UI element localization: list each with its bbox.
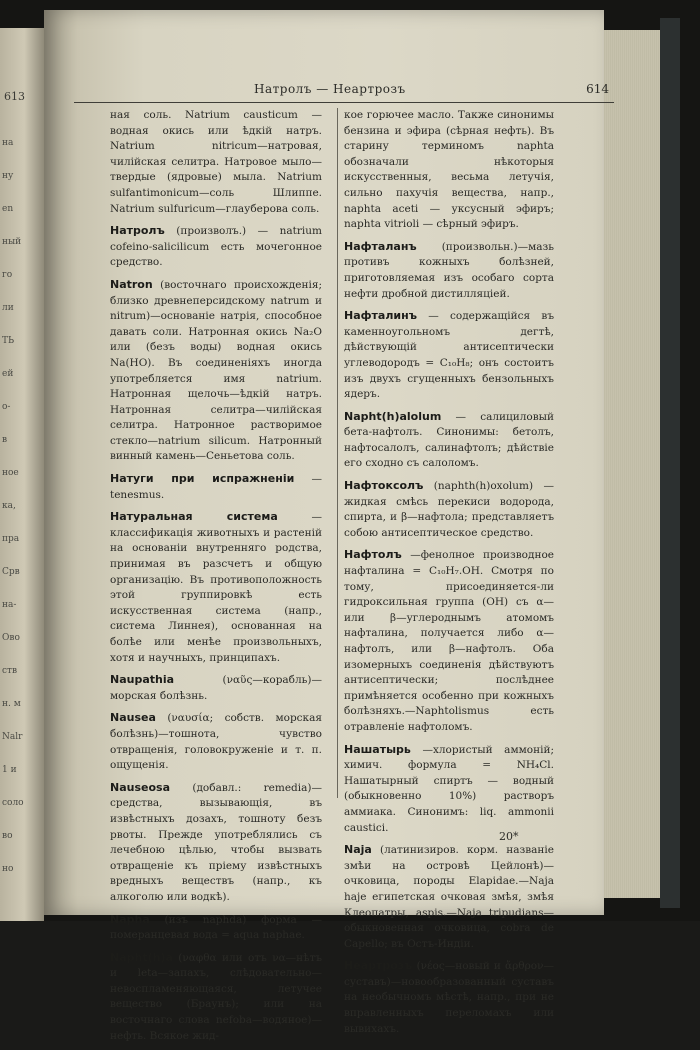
previous-page-fragment: ей: [2, 369, 14, 379]
entry-text: (латинизиров. корм. названіе змѣи на островѣ Цейлонѣ)—очковица, породы Elapidae.—Naja haje египетская очковая змѣя, змѣя Клеопатры, aspis.—Naja tripudians—обыкновенная очковица, cobra de Capello; въ Остъ-Индіи.: [344, 844, 554, 950]
entry-text: кое горючее масло. Также синонимы бензина и эфира (сѣрная нефть). Въ старину терминомъ naphta обозначали нѣкоторыя искусственныя, весьма летучія, сильно пахучія вещества, напр., naphta aceti — уксусный эфиръ; naphta vitrioli — сѣрный эфиръ.: [344, 109, 554, 231]
entry-headword: Нафтолъ: [344, 548, 402, 562]
entry-headword: Napha: [110, 912, 150, 926]
running-header: [104, 82, 609, 100]
dictionary-entry: [110, 277, 322, 465]
previous-page-fragment: го: [2, 270, 13, 280]
page-edges: [600, 30, 664, 898]
dictionary-entry: [344, 742, 554, 837]
dictionary-entry: [110, 108, 322, 217]
entry-headword: Napht(h)a: [110, 950, 173, 964]
previous-page-fragment: соло: [2, 798, 24, 808]
entry-text: (ναφθα или отъ να—нѣтъ и leta—запахъ, слѣдовательно—невоспламеняющаяся, летучее вещество (Браунъ); или на восточнаго слова nefoba—водяное)—нефть. Всякое жид-: [110, 951, 322, 1042]
entry-headword: Naupathia: [110, 673, 175, 687]
previous-page-fragment: о-: [2, 402, 11, 412]
entry-text: — tenesmus.: [110, 473, 322, 501]
running-title: Натролъ — Неартрозъ: [254, 82, 406, 96]
entry-text: —фенолное производное нафталина = C₁₀H₇.OH. Смотря по тому, присоединяется-ли гидроксильная группа (OH) съ α— или β—углероднымъ атомомъ нафталина, получается либо α—нафтолъ, или β—нафтолъ. Оба изомерныхъ соединенія дѣйствуютъ антисептически; послѣднее примѣняется особенно при кожныхъ болѣзняхъ.—Naphtolismus есть отравленіе нафтоломъ.: [344, 549, 555, 733]
previous-page-fragment: в: [2, 435, 8, 445]
dictionary-entry: [110, 912, 322, 944]
left-column: [110, 108, 322, 1050]
entry-headword: Неартрозъ: [344, 959, 413, 973]
dictionary-entry: [110, 223, 322, 271]
entry-headword: Naja: [344, 843, 372, 857]
previous-page-fragment: н. м: [2, 699, 21, 709]
book-cover-edge: [660, 18, 680, 908]
entry-headword: Нафталанъ: [344, 239, 417, 253]
dictionary-entry: [344, 409, 554, 472]
previous-page-fragment: ств: [2, 666, 18, 676]
previous-page-fragment: Nalr: [2, 732, 23, 742]
entry-text: — содержащійся въ каменноугольномъ дегтѣ, дѣйствующій антисептически углеводородъ = C₁₀H₈; онъ состоитъ изъ двухъ сгущенныхъ бензольныхъ ядеръ.: [344, 310, 554, 401]
entry-text: —классификація животныхъ и растеній на основаніи внутренняго родства, принимая въ разсчетъ и общую организацію. Въ противоположность этой группировкѣ есть искусственная система (напр., система Линнея), основанная на болѣе или менѣе произвольныхъ, хотя и научныхъ, принципахъ.: [110, 511, 322, 664]
right-column: [344, 108, 554, 1043]
previous-page-fragment: ну: [2, 171, 14, 181]
entry-headword: Нафтоксолъ: [344, 479, 424, 493]
dictionary-entry: [344, 239, 554, 302]
dictionary-entry: [344, 842, 554, 952]
dictionary-entry: [110, 780, 322, 906]
column-divider: [337, 108, 338, 798]
entry-text: (νέος—новый и ἄρθρον—суставъ)—новообразованный суставъ на необычномъ мѣстѣ, напр., при не вправленныхъ переломахъ или вывихахъ.: [344, 960, 555, 1035]
previous-page-fragment: на-: [2, 600, 17, 610]
previous-page-fragment: Срв: [2, 567, 20, 577]
page-number: 614: [586, 82, 609, 96]
entry-text: —хлористый аммоній; химич. формула = NH₄Cl. Нашатырный спиртъ — водный (обыкновенно 10%) растворъ аммиака. Синонимъ: liq. ammonii caustici.: [344, 743, 554, 834]
entry-headword: Natron: [110, 277, 153, 291]
entry-headword: Нашатырь: [344, 742, 411, 756]
previous-page-fragment: ный: [2, 237, 22, 247]
entry-text: (naphth(h)oxolum) — жидкая смѣсь перекиси водорода, спирта, и β—нафтола; представляетъ собою антисептическое средство.: [344, 480, 554, 539]
entry-headword: Нафталинъ: [344, 309, 417, 323]
previous-page-fragment: пра: [2, 534, 20, 544]
dictionary-entry: [344, 108, 554, 233]
previous-page-fragment: ТЬ: [2, 336, 15, 346]
entry-text: (произволъ.) — natrium cofeino-salicilicum есть мочегонное средство.: [110, 225, 322, 269]
previous-page-fragment: на: [2, 138, 14, 148]
previous-page: [0, 28, 44, 921]
previous-page-fragment: Ово: [2, 633, 20, 643]
previous-page-number: 613: [4, 90, 25, 103]
dictionary-entry: [110, 710, 322, 773]
entry-headword: Nausea: [110, 711, 156, 725]
dictionary-entry: [344, 547, 554, 735]
previous-page-fragment: 1 и: [2, 765, 17, 775]
dictionary-entry: [110, 672, 322, 704]
entry-headword: Натролъ: [110, 224, 165, 238]
entry-headword: Натуральная система: [110, 510, 278, 524]
entry-headword: Nauseosa: [110, 780, 170, 794]
entry-text: (добавл.: remedia)—средства, вызывающія, въ извѣстныхъ дозахъ, тошноту безъ рвоты. Прежде употреблялись съ лечебною цѣлью, чтобы вызвать отвращеніе къ пріему извѣстныхъ вредныхъ веществъ (напр., къ алкоголю или водкѣ).: [110, 781, 322, 903]
dictionary-entry: [110, 471, 322, 503]
dictionary-entry: [110, 509, 322, 666]
entry-headword: Napht(h)alolum: [344, 409, 442, 423]
dictionary-entry: [344, 308, 554, 403]
previous-page-fragment: ка,: [2, 501, 16, 511]
signature-mark: 20*: [499, 830, 519, 843]
dictionary-page: [44, 10, 609, 1042]
entry-text: — салициловый бета-нафтолъ. Синонимы: бетолъ, нафтосалолъ, салинафтолъ; дѣйствіе его сходно съ салоломъ.: [344, 410, 555, 470]
entry-text: (восточнаго происхожденія; близко древнеперсидскому natrum и nitrum)—основаніе натрія, способное давать соли. Натронная окись Na₂O или (безъ воды) водная окись Na(HO). Въ соединеніяхъ иногда употребляется имя natrium. Натронная щелочь—ѣдкій натръ. Натронная селитра—чилійская селитра. Натронное растворимое стекло—natrium silicum. Натронный винный камень—Сеньетова соль.: [110, 278, 322, 463]
entry-headword: Натуги при испражненіи: [110, 472, 295, 486]
previous-page-fragment: en: [2, 204, 14, 214]
entry-text: (изъ naphda) форма — померанцевая вода = aqua naphae.: [110, 913, 322, 942]
previous-page-fragment: ли: [2, 303, 14, 313]
entry-text: ная соль. Natrium causticum — водная окись или ѣдкій натръ. Natrium nitricum—натровая, чилійская селитра. Натровое мыло—твердые (ядровые) мыла. Natrium sulfantimonicum—соль Шлиппе. Natrium sulfuricum—глауберова соль.: [110, 109, 322, 215]
header-rule: [74, 102, 614, 103]
previous-page-fragment: но: [2, 864, 14, 874]
previous-page-fragment: во: [2, 831, 13, 841]
entry-text: (ναῦς—корабль)—морская болѣзнь.: [110, 674, 322, 702]
entry-text: (ναυσία; собств. морская болѣзнь)—тошнота, чувство отвращенія, головокруженіе и т. п. ощущенія.: [110, 712, 322, 772]
previous-page-fragment: ное: [2, 468, 19, 478]
dictionary-entry: [110, 950, 322, 1045]
dictionary-entry: [344, 958, 554, 1037]
dictionary-entry: [344, 478, 554, 541]
entry-text: (произвольн.)—мазь противъ кожныхъ болѣзней, приготовляемая изъ особаго сорта нефти дробной дистилляціей.: [344, 240, 554, 300]
